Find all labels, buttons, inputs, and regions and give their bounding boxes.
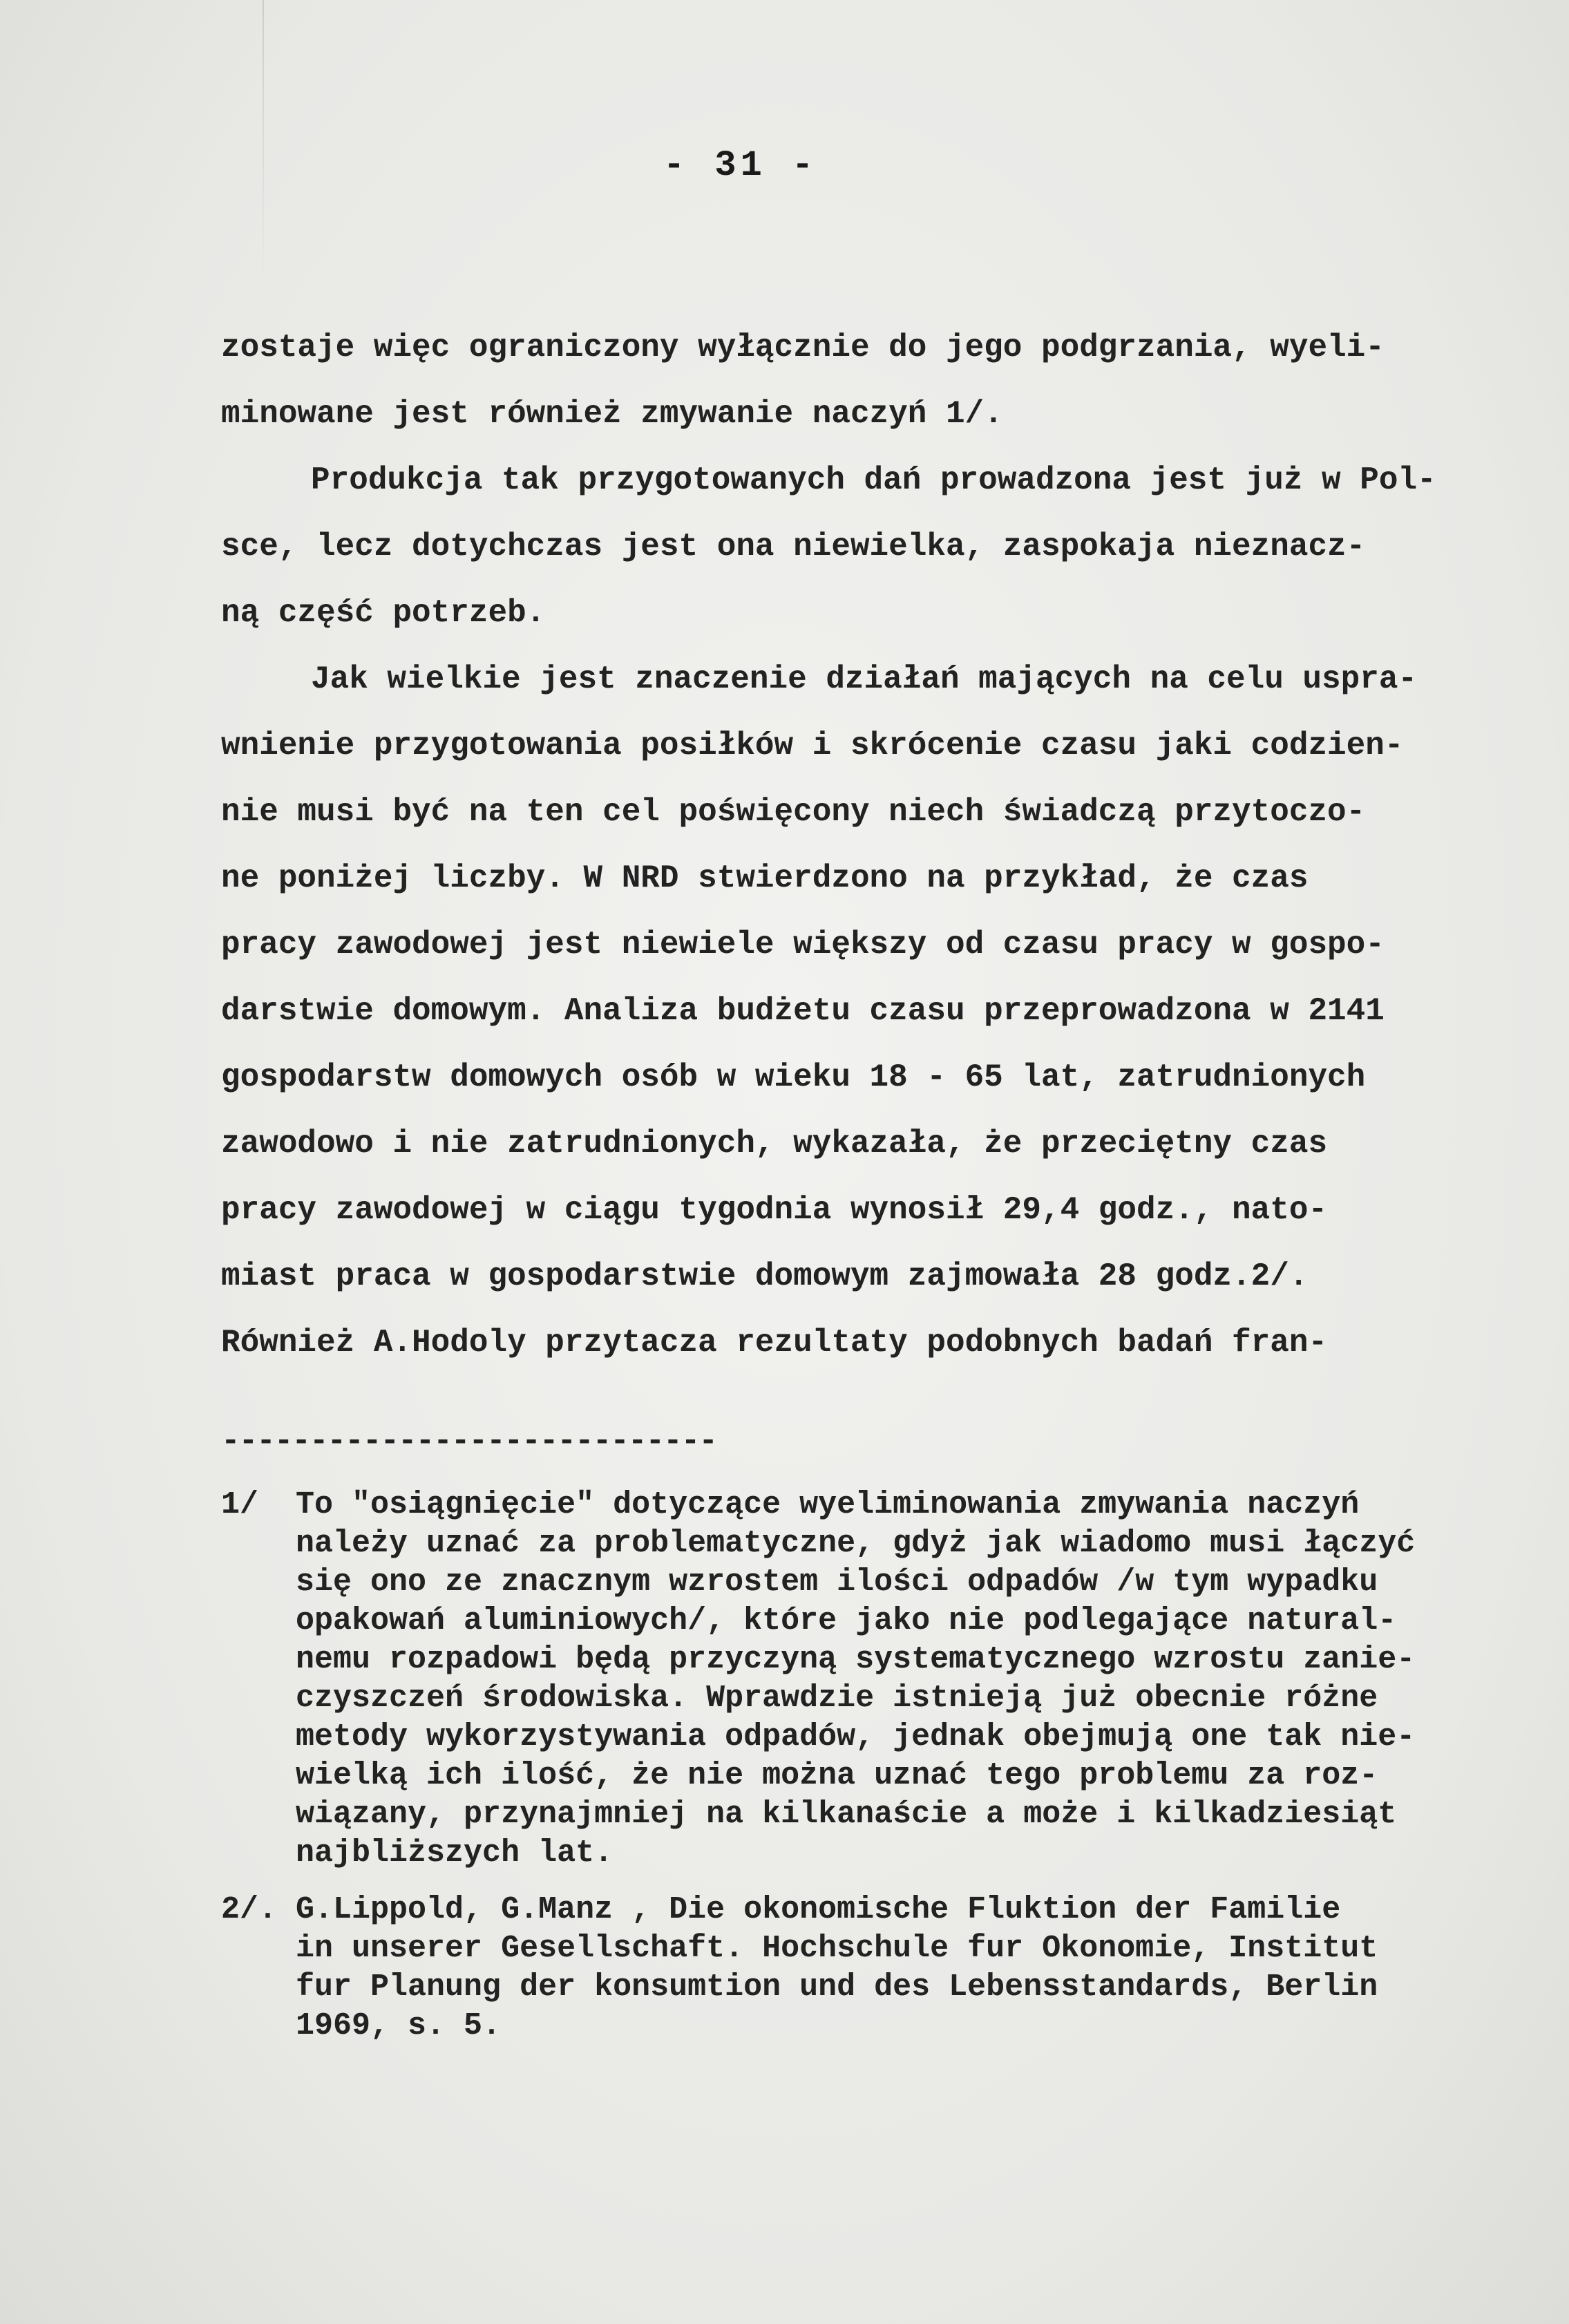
body-line: pracy zawodowej jest niewiele większy od czasu pracy w gospo- <box>221 927 1385 963</box>
footnote-2 <box>221 1891 1548 2046</box>
footnote-line: 2/. G.Lippold, G.Manz , Die okonomische Fluktion der Familie <box>221 1892 1341 1927</box>
body-line: gospodarstw domowych osób w wieku 18 - 65 lat, zatrudnionych <box>221 1059 1366 1095</box>
body-line: wnienie przygotowania posiłków i skrócenie czasu jaki codzien- <box>221 728 1404 764</box>
body-line: nie musi być na ten cel poświęcony niech świadczą przytoczo- <box>221 794 1366 830</box>
body-line: darstwie domowym. Analiza budżetu czasu przeprowadzona w 2141 <box>221 993 1385 1029</box>
body-line: zawodowo i nie zatrudnionych, wykazała, że przeciętny czas <box>221 1126 1328 1162</box>
body-line: miast praca w gospodarstwie domowym zajmowała 28 godz.2/. <box>221 1258 1309 1294</box>
footnote-line: wielką ich ilość, że nie można uznać tego problemu za roz- <box>221 1758 1378 1793</box>
footnote-line: in unserer Gesellschaft. Hochschule fur Okonomie, Institut <box>221 1931 1378 1966</box>
page-number: - 31 - <box>663 145 818 186</box>
footnote-separator: ---------------------------- <box>221 1424 716 1459</box>
footnote-line: 1969, s. 5. <box>221 2008 502 2043</box>
footnote-line: fur Planung der konsumtion und des Lebensstandards, Berlin <box>221 1969 1378 2005</box>
footnote-line: się ono ze znacznym wzrostem ilości odpadów /w tym wypadku <box>221 1565 1378 1600</box>
footnote-line: najbliższych lat. <box>221 1835 614 1871</box>
footnote-line: opakowań aluminiowych/, które jako nie podlegające natural- <box>221 1603 1397 1638</box>
body-line: pracy zawodowej w ciągu tygodnia wynosił 29,4 godz., nato- <box>221 1192 1328 1228</box>
body-line: ne poniżej liczby. W NRD stwierdzono na przykład, że czas <box>221 860 1309 896</box>
body-line: Również A.Hodoly przytacza rezultaty podobnych badań fran- <box>221 1325 1328 1361</box>
body-line: zostaje więc ograniczony wyłącznie do jego podgrzania, wyeli- <box>221 330 1385 366</box>
footnote-line: czyszczeń środowiska. Wprawdzie istnieją już obecnie różne <box>221 1681 1378 1716</box>
body-line: Jak wielkie jest znaczenie działań mających na celu uspra- <box>311 661 1418 697</box>
body-line: minowane jest również zmywanie naczyń 1/. <box>221 396 1003 432</box>
footnote-gap <box>221 1873 1548 1891</box>
body-text <box>221 314 1520 1376</box>
footnote-line: 1/ To "osiągnięcie" dotyczące wyeliminowania zmywania naczyń <box>221 1487 1360 1522</box>
margin-mark <box>263 0 264 290</box>
footnote-line: wiązany, przynajmniej na kilkanaście a może i kilkadziesiąt <box>221 1797 1397 1832</box>
body-line: Produkcja tak przygotowanych dań prowadzona jest już w Pol- <box>311 462 1436 498</box>
body-line: ną część potrzeb. <box>221 595 546 631</box>
footnote-line: nemu rozpadowi będą przyczyną systematycznego wzrostu zanie- <box>221 1642 1416 1677</box>
footnote-1 <box>221 1486 1548 1873</box>
footnote-line: metody wykorzystywania odpadów, jednak obejmują one tak nie- <box>221 1719 1416 1755</box>
footnotes <box>221 1486 1548 2046</box>
footnote-line: należy uznać za problematyczne, gdyż jak wiadomo musi łączyć <box>221 1526 1416 1561</box>
body-line: sce, lecz dotychczas jest ona niewielka, zaspokaja nieznacz- <box>221 529 1366 565</box>
